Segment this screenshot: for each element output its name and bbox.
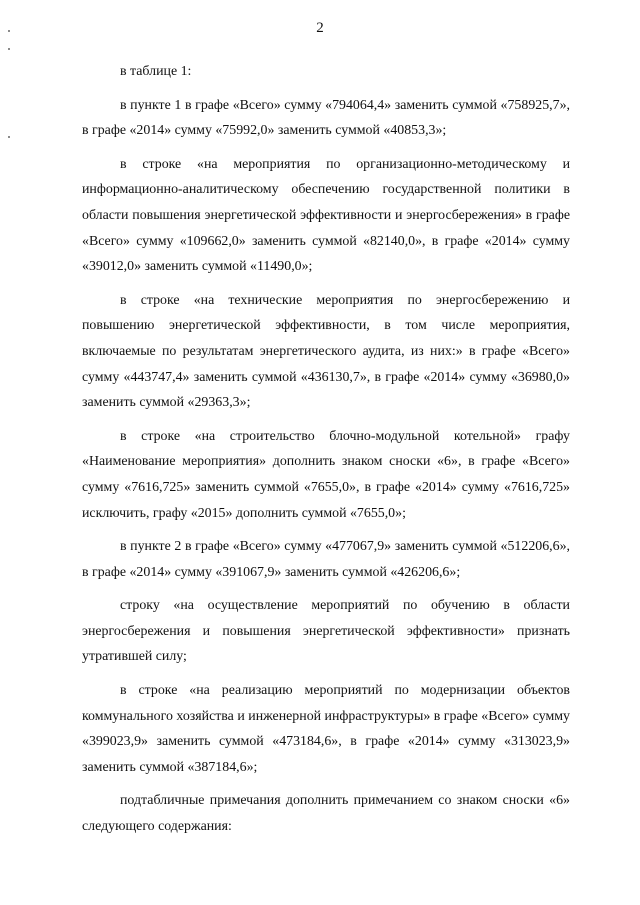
scan-specks bbox=[8, 30, 14, 150]
paragraph: в таблице 1: bbox=[120, 64, 192, 79]
paragraph: в пункте 2 в графе «Всего» сумму «477067,9» заменить суммой «512206,6», в графе «2014» сумму «391067,9» заменить суммой «426206,6»; bbox=[82, 539, 570, 580]
paragraph: в строке «на технические мероприятия по энергосбережению и повышению энергетической эффективности, в том числе мероприятия, включаемые по результатам энергетического аудита, из них:» в графе «Всего» сумму «443747,4» заменить суммой «436130,7», в графе «2014» сумму «36980,0» заменить суммой «29363,3»; bbox=[82, 292, 570, 411]
page-number: 2 bbox=[316, 20, 324, 36]
scan-speck bbox=[8, 30, 10, 32]
document-body bbox=[82, 59, 570, 848]
scan-speck bbox=[8, 48, 10, 50]
paragraph: в пункте 1 в графе «Всего» сумму «794064,4» заменить суммой «758925,7», в графе «2014» сумму «75992,0» заменить суммой «40853,3»; bbox=[82, 97, 570, 139]
paragraph: строку «на осуществление мероприятий по обучению в области энергосбережения и повышения энергетической эффективности» признать утратившей силу; bbox=[82, 598, 570, 665]
paragraph: в строке «на реализацию мероприятий по модернизации объектов коммунального хозяйства и инженерной инфраструктуры» в графе «Всего» сумму «399023,9» заменить суммой «473184,6», в графе «2014» сумму «313023,9» заменить суммой «387184,6»; bbox=[82, 683, 570, 775]
paragraph: в строке «на мероприятия по организационно-методическому и информационно-аналитическому обеспечению государственной политики в области повышения энергетической эффективности и энергосбережения» в графе «Всего» сумму «109662,0» заменить суммой «82140,0», в графе «2014» сумму «39012,0» заменить суммой «11490,0»; bbox=[82, 156, 570, 275]
paragraph: подтабличные примечания дополнить примечанием со знаком сноски «6» следующего содержания: bbox=[82, 793, 570, 835]
paragraph: в строке «на строительство блочно-модульной котельной» графу «Наименование мероприятия» дополнить знаком сноски «6», в графе «Всего» сумму «7616,725» заменить суммой «7655,0», в графе «2014» сумму «7616,725» исключить, графу «2015» дополнить суммой «7655,0»; bbox=[82, 428, 570, 521]
scan-speck bbox=[8, 136, 10, 138]
